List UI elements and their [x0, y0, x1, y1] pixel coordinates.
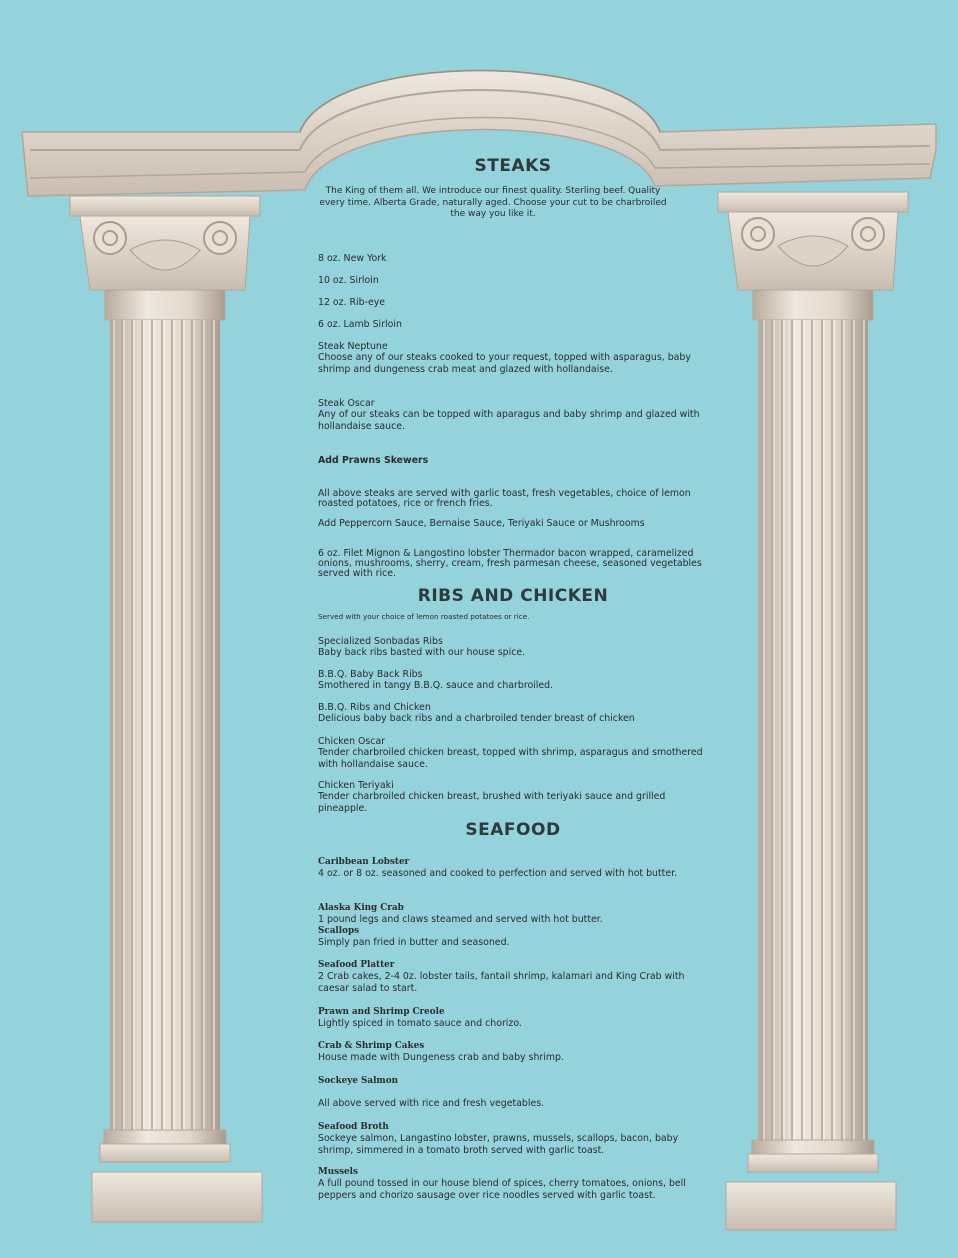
menu-item: Prawn and Shrimp Creole Lightly spiced in tomato sauce and chorizo. — [318, 1007, 522, 1030]
seafood-heading: SEAFOOD — [465, 820, 561, 840]
menu-item: Steak Neptune Choose any of our steaks cooked to your request, topped with asparagus, baby shrimp and dungeness crab meat and glazed with hollandaise. — [318, 341, 691, 375]
steaks-heading: STEAKS — [474, 156, 552, 176]
ribs-intro: Served with your choice of lemon roasted potatoes or rice. — [318, 612, 530, 621]
menu-item: Mussels A full pound tossed in our house blend of spices, cherry tomatoes, onions, bell peppers and chorizo sausage over rice noodles served with garlic toast. — [318, 1167, 686, 1201]
menu-item: 8 oz. New York — [318, 253, 387, 264]
menu-item: Sockeye Salmon — [318, 1076, 399, 1086]
menu-item: Chicken Oscar Tender charbroiled chicken breast, topped with shrimp, asparagus and smothered with hollandaise sauce. — [318, 736, 703, 770]
steaks-intro: The King of them all. We introduce our finest quality. Sterling beef. Quality every time. Alberta Grade, naturally aged. Choose your cut to be charbroiled the way you like it. — [319, 186, 667, 220]
seafood-note: All above served with rice and fresh vegetables. — [318, 1098, 545, 1109]
menu-item: Alaska King Crab 1 pound legs and claws steamed and served with hot butter. — [318, 903, 603, 926]
menu-item: 10 oz. Sirloin — [318, 275, 379, 286]
menu-item: Steak Oscar Any of our steaks can be topped with aparagus and baby shrimp and glazed with hollandaise sauce. — [318, 398, 700, 432]
menu-item: Scallops Simply pan fried in butter and seasoned. — [318, 926, 510, 949]
steaks-note: All above steaks are served with garlic toast, fresh vegetables, choice of lemon roasted potatoes, rice or french fries. — [318, 488, 691, 509]
right-column — [718, 192, 908, 1230]
steaks-note: 6 oz. Filet Mignon & Langostino lobster Thermador bacon wrapped, caramelized onions, mushrooms, sherry, cream, fresh parmesan cheese, seasoned vegetables served with rice. — [318, 548, 702, 579]
menu-item: B.B.Q. Ribs and Chicken Delicious baby back ribs and a charbroiled tender breast of chicken — [318, 702, 635, 725]
menu-item: B.B.Q. Baby Back Ribs Smothered in tangy B.B.Q. sauce and charbroiled. — [318, 669, 554, 692]
menu-item: Seafood Platter 2 Crab cakes, 2-4 0z. lobster tails, fantail shrimp, kalamari and King Crab with caesar salad to start. — [318, 960, 685, 994]
menu-item: Chicken Teriyaki Tender charbroiled chicken breast, brushed with teriyaki sauce and grilled pineapple. — [318, 780, 666, 814]
menu-item: Crab & Shrimp Cakes House made with Dungeness crab and baby shrimp. — [318, 1041, 564, 1064]
menu-item: Caribbean Lobster 4 oz. or 8 oz. seasoned and cooked to perfection and served with hot butter. — [318, 857, 678, 880]
left-column — [70, 196, 262, 1222]
menu-item: Seafood Broth Sockeye salmon, Langastino lobster, prawns, mussels, scallops, bacon, baby shrimp, simmered in a tomato broth served with garlic toast. — [318, 1122, 679, 1156]
steaks-note: Add Peppercorn Sauce, Bernaise Sauce, Teriyaki Sauce or Mushrooms — [318, 518, 645, 529]
menu-item: 6 oz. Lamb Sirloin — [318, 319, 402, 330]
ribs-heading: RIBS AND CHICKEN — [417, 586, 609, 606]
menu-item: Specialized Sonbadas Ribs Baby back ribs basted with our house spice. — [318, 636, 526, 659]
menu-item: Add Prawns Skewers — [318, 455, 429, 466]
menu-item: 12 oz. Rib-eye — [318, 297, 386, 308]
